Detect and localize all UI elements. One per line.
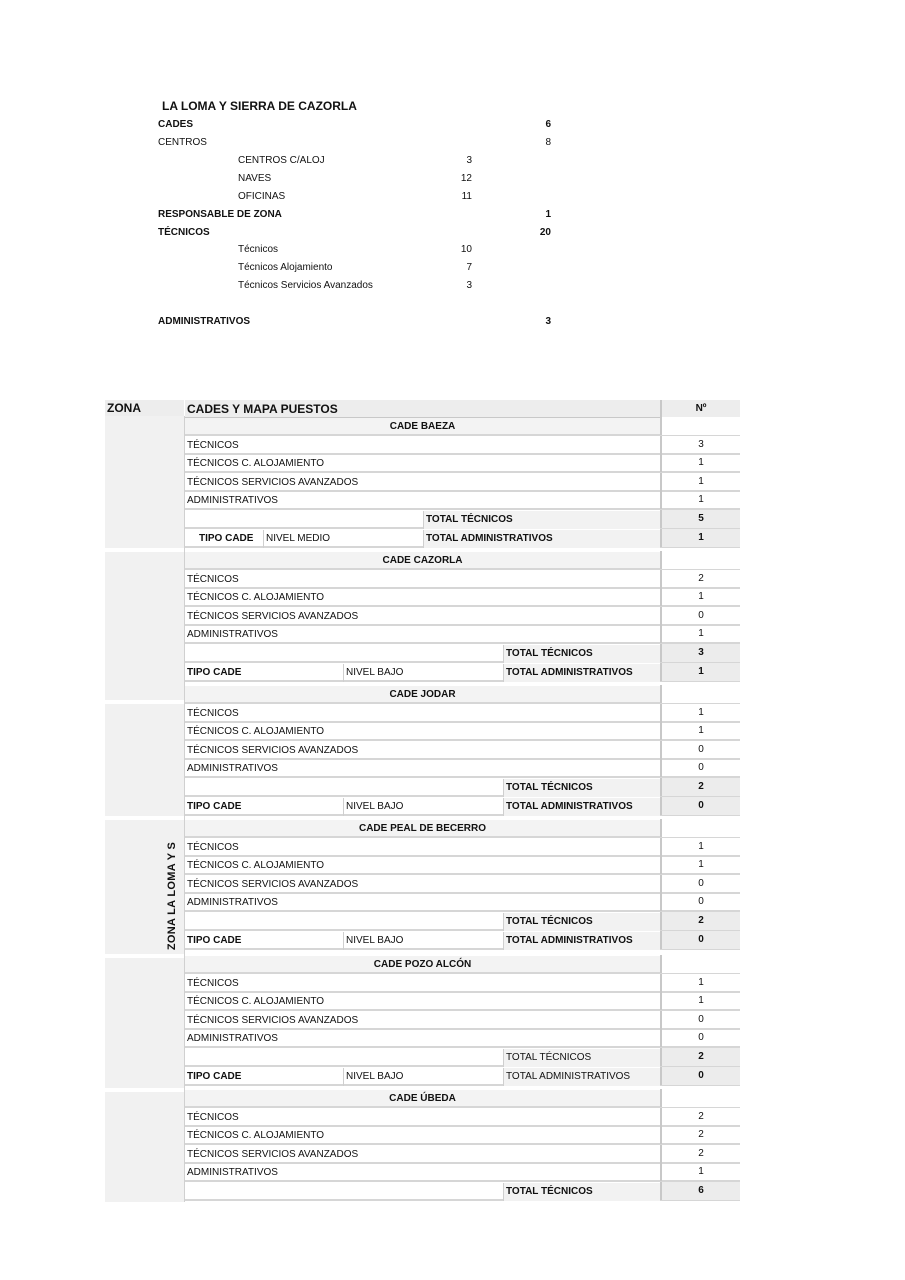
tipo-cade-level: NIVEL BAJO: [343, 932, 503, 950]
number-header: Nº: [660, 400, 740, 436]
total-administrativos-label: TOTAL ADMINISTRATIVOS: [503, 1068, 660, 1086]
summary-row: [158, 243, 558, 257]
cade-header: [185, 1090, 740, 1108]
table-row: [185, 474, 740, 492]
total-tecnicos-count: 2: [660, 778, 740, 796]
summary-row-subvalue: 12: [460, 173, 472, 184]
row-label: TÉCNICOS C. ALOJAMIENTO: [187, 1130, 325, 1142]
tipo-cade-row: [185, 1068, 740, 1086]
table-row: [185, 492, 740, 510]
total-tecnicos-count: 2: [660, 1048, 740, 1066]
table-row: [185, 571, 740, 589]
summary-row-label: RESPONSABLE DE ZONA: [158, 209, 282, 220]
summary-row-label: Técnicos Servicios Avanzados: [238, 280, 373, 291]
summary-row: [158, 208, 558, 222]
total-tecnicos-label: TOTAL TÉCNICOS: [503, 779, 660, 797]
total-tecnicos-count: 6: [660, 1182, 740, 1200]
zona-column: [105, 416, 185, 1202]
table-row: [185, 857, 740, 875]
tipo-cade-row: [185, 664, 740, 682]
table-row: [185, 742, 740, 760]
cade-name: CADE PEAL DE BECERRO: [358, 823, 487, 834]
tipo-cade-level: NIVEL BAJO: [343, 1068, 503, 1086]
row-count: 2: [660, 1145, 740, 1163]
summary-row-label: CADES: [158, 119, 194, 130]
total-tecnicos-label: TOTAL TÉCNICOS: [503, 1183, 660, 1201]
row-count: 0: [660, 893, 740, 911]
summary-row-label: NAVES: [238, 173, 272, 184]
zona-divider: [105, 700, 184, 704]
cades-table: [105, 400, 740, 1202]
zona-divider: [105, 548, 184, 552]
summary-row-label: ADMINISTRATIVOS: [158, 316, 251, 327]
summary-row-value: 6: [545, 119, 551, 130]
cade-header: [185, 552, 740, 570]
row-count: 0: [660, 875, 740, 893]
summary-row: [158, 315, 558, 329]
cade-name: CADE JODAR: [389, 689, 456, 700]
row-count: 2: [660, 1108, 740, 1126]
cade-name: CADE BAEZA: [389, 421, 456, 432]
cade-header: [185, 686, 740, 704]
cade-header-number-cell: [660, 417, 740, 435]
row-count: 1: [660, 454, 740, 472]
row-label: TÉCNICOS: [187, 439, 239, 451]
row-label: TÉCNICOS SERVICIOS AVANZADOS: [187, 878, 359, 890]
total-administrativos-count: 1: [660, 663, 740, 681]
row-label: TÉCNICOS SERVICIOS AVANZADOS: [187, 610, 359, 622]
row-count: 1: [660, 1163, 740, 1181]
zona-vertical-label-box: [162, 836, 182, 956]
row-label: TÉCNICOS C. ALOJAMIENTO: [187, 996, 325, 1008]
row-count: 0: [660, 1029, 740, 1047]
total-tecnicos-row: [185, 1049, 740, 1067]
row-count: 2: [660, 1126, 740, 1144]
total-administrativos-label: TOTAL ADMINISTRATIVOS: [503, 798, 660, 816]
table-row: [185, 894, 740, 912]
row-label: TÉCNICOS C. ALOJAMIENTO: [187, 592, 325, 604]
tipo-cade-level: NIVEL BAJO: [343, 798, 503, 816]
total-administrativos-label: TOTAL ADMINISTRATIVOS: [503, 664, 660, 682]
row-count: 1: [660, 992, 740, 1010]
table-row: [185, 589, 740, 607]
cade-header-number-cell: [660, 955, 740, 973]
row-label: TÉCNICOS: [187, 977, 239, 989]
row-label: TÉCNICOS: [187, 707, 239, 719]
tipo-cade-row: [185, 530, 740, 548]
tipo-cade-label: TIPO CADE: [187, 1070, 242, 1082]
row-count: 0: [660, 607, 740, 625]
row-count: 1: [660, 856, 740, 874]
row-label: TÉCNICOS SERVICIOS AVANZADOS: [187, 744, 359, 756]
summary-title: LA LOMA Y SIERRA DE CAZORLA: [162, 99, 357, 113]
cade-header-number-cell: [660, 551, 740, 569]
total-tecnicos-row: [185, 779, 740, 797]
row-count: 0: [660, 1011, 740, 1029]
table-row: [185, 626, 740, 644]
summary-row-value: 8: [545, 137, 551, 148]
tipo-cade-level: NIVEL MEDIO: [263, 530, 423, 548]
table-row: [185, 455, 740, 473]
cade-name: CADE ÚBEDA: [389, 1093, 456, 1104]
row-label: TÉCNICOS: [187, 573, 239, 585]
summary-row: [158, 261, 558, 275]
tipo-cade-row: [185, 932, 740, 950]
zona-divider: [105, 816, 184, 820]
row-count: 1: [660, 588, 740, 606]
row-label: TÉCNICOS: [187, 1111, 239, 1123]
summary-row-label: CENTROS: [158, 137, 207, 148]
table-row: [185, 993, 740, 1011]
total-administrativos-count: 1: [660, 529, 740, 547]
row-label: TÉCNICOS C. ALOJAMIENTO: [187, 726, 325, 738]
row-label: ADMINISTRATIVOS: [187, 763, 278, 775]
tipo-cade-label: TIPO CADE: [187, 800, 242, 812]
row-label: TÉCNICOS: [187, 841, 239, 853]
cade-header-number-cell: [660, 685, 740, 703]
total-administrativos-label: TOTAL ADMINISTRATIVOS: [503, 932, 660, 950]
total-tecnicos-count: 2: [660, 912, 740, 930]
summary-row-value: 20: [539, 227, 551, 238]
row-count: 1: [660, 625, 740, 643]
cade-name: CADE POZO ALCÓN: [373, 959, 472, 970]
row-label: ADMINISTRATIVOS: [187, 1033, 278, 1045]
summary-row-label: CENTROS C/ALOJ: [238, 155, 325, 166]
total-tecnicos-row: [185, 913, 740, 931]
row-count: 3: [660, 436, 740, 454]
total-tecnicos-label: TOTAL TÉCNICOS: [423, 511, 660, 529]
tipo-cade-label: TIPO CADE: [187, 666, 242, 678]
summary-row-subvalue: 10: [460, 244, 472, 255]
row-label: ADMINISTRATIVOS: [187, 897, 278, 909]
row-label: TÉCNICOS SERVICIOS AVANZADOS: [187, 1014, 359, 1026]
cade-header: [185, 418, 740, 436]
table-row: [185, 839, 740, 857]
total-administrativos-count: 0: [660, 931, 740, 949]
total-tecnicos-label: TOTAL TÉCNICOS: [503, 1049, 660, 1067]
summary-row: [158, 154, 558, 168]
table-row: [185, 1127, 740, 1145]
summary-row: [158, 172, 558, 186]
row-label: TÉCNICOS SERVICIOS AVANZADOS: [187, 476, 359, 488]
cade-header-number-cell: [660, 1089, 740, 1107]
row-count: 1: [660, 704, 740, 722]
summary-row: [158, 226, 558, 240]
table-row: [185, 876, 740, 894]
summary-row-label: Técnicos: [238, 244, 279, 255]
cade-header: [185, 820, 740, 838]
summary-row-subvalue: 11: [461, 191, 472, 202]
row-count: 0: [660, 759, 740, 777]
row-label: TÉCNICOS C. ALOJAMIENTO: [187, 860, 325, 872]
row-label: TÉCNICOS C. ALOJAMIENTO: [187, 458, 325, 470]
table-row: [185, 437, 740, 455]
tipo-cade-level: NIVEL BAJO: [343, 664, 503, 682]
table-row: [185, 1146, 740, 1164]
cade-header: [185, 956, 740, 974]
total-tecnicos-count: 5: [660, 510, 740, 528]
summary-row-label: OFICINAS: [238, 191, 286, 202]
row-label: TÉCNICOS SERVICIOS AVANZADOS: [187, 1148, 359, 1160]
summary-row-subvalue: 3: [466, 280, 472, 291]
row-count: 1: [660, 974, 740, 992]
summary-row-value: 1: [545, 209, 551, 220]
summary-row: [158, 136, 558, 150]
tipo-cade-row: [185, 798, 740, 816]
zona-vertical-label: ZONA LA LOMA Y S: [166, 841, 179, 951]
total-tecnicos-row: [185, 1183, 740, 1201]
table-row: [185, 723, 740, 741]
row-label: ADMINISTRATIVOS: [187, 629, 278, 641]
total-tecnicos-label: TOTAL TÉCNICOS: [503, 913, 660, 931]
zona-divider: [105, 1088, 184, 1092]
total-administrativos-label: TOTAL ADMINISTRATIVOS: [423, 530, 660, 548]
table-row: [185, 608, 740, 626]
summary-row: [158, 118, 558, 132]
total-tecnicos-label: TOTAL TÉCNICOS: [503, 645, 660, 663]
row-count: 0: [660, 741, 740, 759]
cade-name: CADE CAZORLA: [382, 555, 463, 566]
summary-row-label: TÉCNICOS: [158, 227, 210, 238]
table-row: [185, 1164, 740, 1182]
total-administrativos-count: 0: [660, 1067, 740, 1085]
table-row: [185, 975, 740, 993]
summary-row: [158, 279, 558, 293]
zona-header: ZONA: [105, 400, 184, 416]
tipo-cade-label: TIPO CADE: [199, 532, 254, 544]
cade-header-number-cell: [660, 819, 740, 837]
table-row: [185, 705, 740, 723]
row-count: 1: [660, 491, 740, 509]
total-administrativos-count: 0: [660, 797, 740, 815]
summary-row-label: Técnicos Alojamiento: [238, 262, 333, 273]
row-label: ADMINISTRATIVOS: [187, 495, 278, 507]
table-title: CADES Y MAPA PUESTOS: [185, 400, 660, 418]
row-count: 1: [660, 722, 740, 740]
summary-row: [158, 190, 558, 204]
row-count: 1: [660, 838, 740, 856]
row-count: 1: [660, 473, 740, 491]
row-label: ADMINISTRATIVOS: [187, 1167, 278, 1179]
table-row: [185, 760, 740, 778]
row-count: 2: [660, 570, 740, 588]
total-tecnicos-count: 3: [660, 644, 740, 662]
summary-row-value: 3: [545, 316, 551, 327]
table-row: [185, 1012, 740, 1030]
total-tecnicos-row: [185, 645, 740, 663]
table-row: [185, 1109, 740, 1127]
total-tecnicos-row: [185, 511, 740, 529]
summary-row-subvalue: 3: [466, 155, 472, 166]
summary-row-subvalue: 7: [466, 262, 472, 273]
tipo-cade-label: TIPO CADE: [187, 934, 242, 946]
table-row: [185, 1030, 740, 1048]
